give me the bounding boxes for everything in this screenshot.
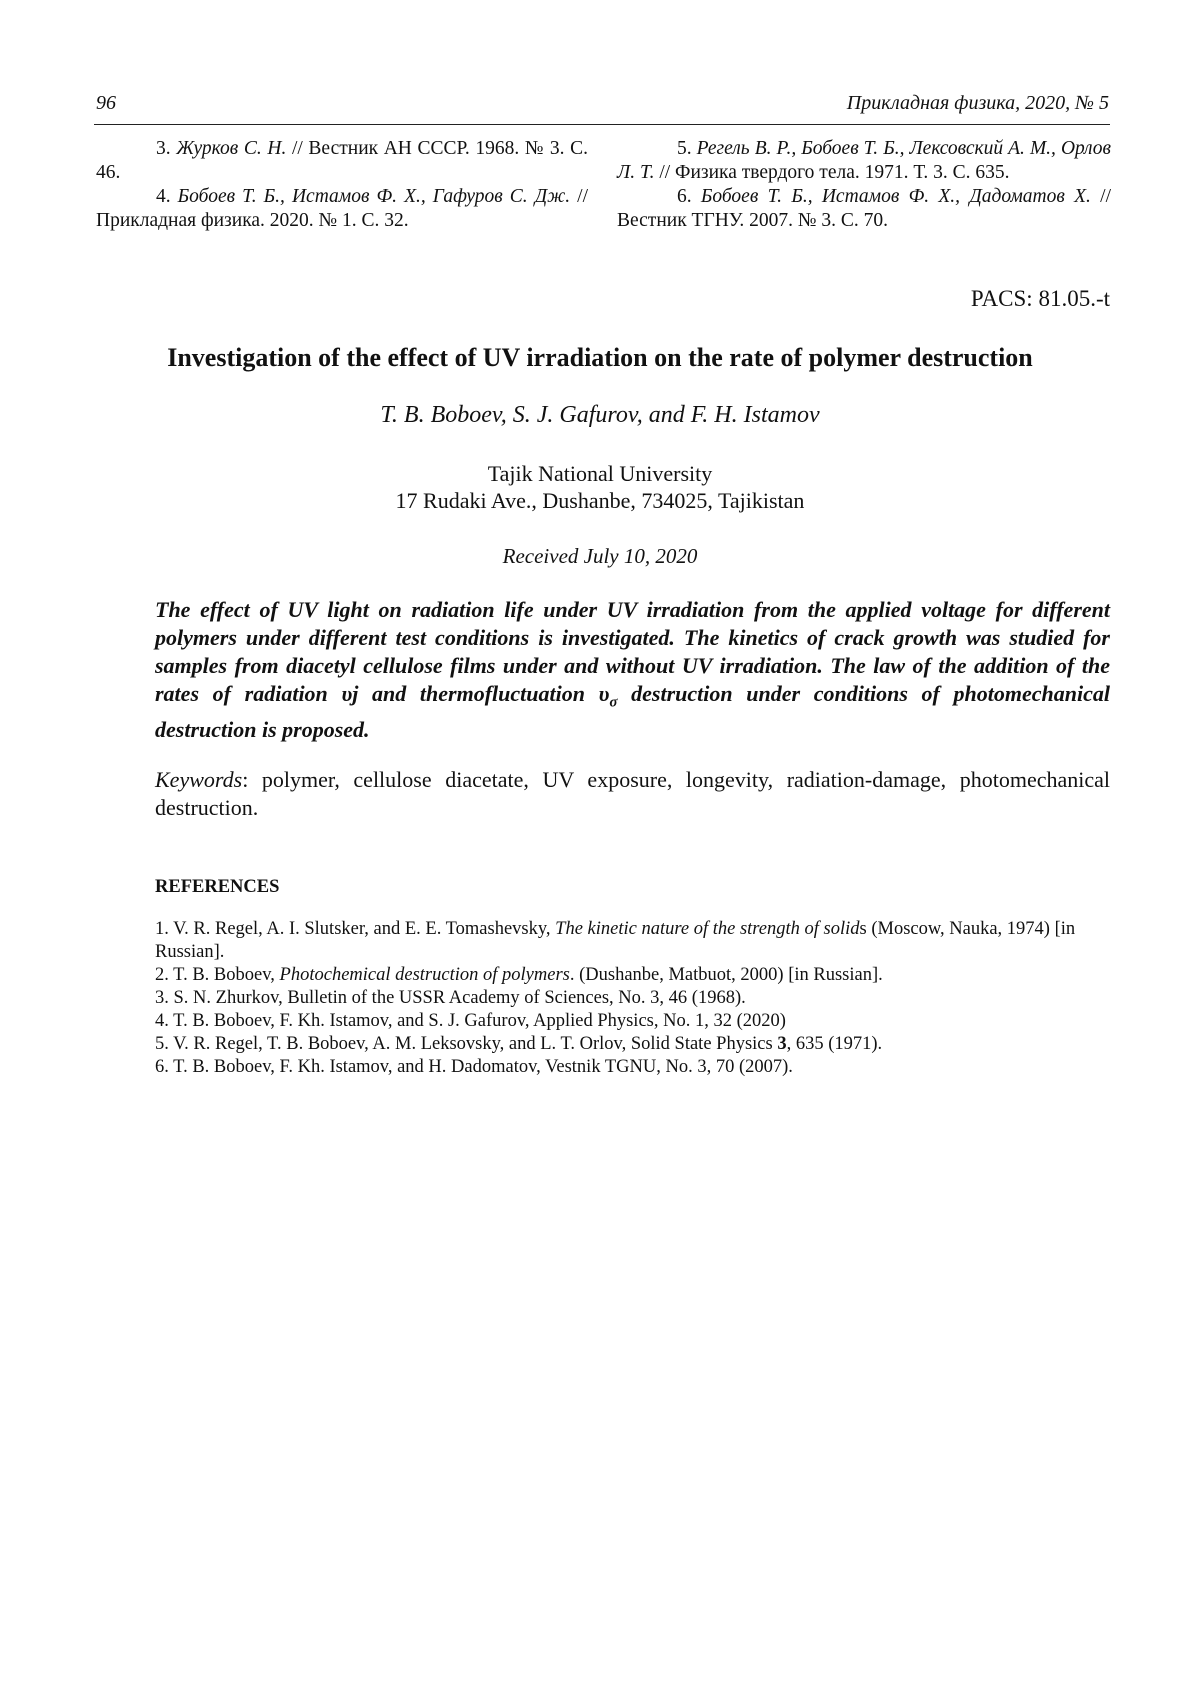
affiliation-address: 17 Rudaki Ave., Dushanbe, 734025, Tajikistan <box>0 487 1200 514</box>
ru-reference: 3. Журков С. Н. // Вестник АН СССР. 1968. № 3. С. 46. <box>96 137 588 185</box>
abstract: The effect of UV light on radiation life under UV irradiation from the applied voltage for different polymers under different test conditions is investigated. The kinetics of crack growth was studied for samples from diacetyl cellulose films under and without UV irradiation. The law of the addition of the rates of radiation υj and thermofluctuation υσ destruction under conditions of photomechanical destruction is proposed. <box>155 596 1110 744</box>
keywords-label: Keywords <box>155 767 242 792</box>
reference-list <box>155 918 1110 1079</box>
reference-item: 4. T. B. Boboev, F. Kh. Istamov, and S. J. Gafurov, Applied Physics, No. 1, 32 (2020) <box>155 1010 1110 1033</box>
pacs-code: PACS: 81.05.-t <box>971 286 1110 312</box>
references-heading: REFERENCES <box>155 877 279 898</box>
article-title: Investigation of the effect of UV irradiation on the rate of polymer destruction <box>0 343 1200 373</box>
journal-running-title: Прикладная физика, 2020, № 5 <box>847 92 1109 115</box>
russian-references-left-column <box>96 137 588 233</box>
keywords <box>155 766 1110 822</box>
ru-reference: 4. Бобоев Т. Б., Истамов Ф. Х., Гафуров С. Дж. // Прикладная физика. 2020. № 1. С. 32. <box>96 185 588 233</box>
header-rule <box>94 124 1110 125</box>
affiliation <box>0 460 1200 514</box>
reference-item: 2. T. B. Boboev, Photochemical destruction of polymers. (Dushanbe, Matbuot, 2000) [in Russian]. <box>155 964 1110 987</box>
reference-item: 1. V. R. Regel, A. I. Slutsker, and E. E. Tomashevsky, The kinetic nature of the strength of solids (Moscow, Nauka, 1974) [in Russian]. <box>155 918 1110 964</box>
author-list: T. B. Boboev, S. J. Gafurov, and F. H. Istamov <box>0 402 1200 429</box>
paper-page <box>0 0 1200 1698</box>
affiliation-institution: Tajik National University <box>0 460 1200 487</box>
received-date: Received July 10, 2020 <box>0 544 1200 569</box>
page-number: 96 <box>96 92 116 115</box>
reference-item: 5. V. R. Regel, T. B. Boboev, A. M. Leksovsky, and L. T. Orlov, Solid State Physics 3, 635 (1971). <box>155 1033 1110 1056</box>
russian-references-right-column <box>617 137 1111 233</box>
page-header <box>96 92 1109 120</box>
reference-item: 6. T. B. Boboev, F. Kh. Istamov, and H. Dadomatov, Vestnik TGNU, No. 3, 70 (2007). <box>155 1056 1110 1079</box>
reference-item: 3. S. N. Zhurkov, Bulletin of the USSR Academy of Sciences, No. 3, 46 (1968). <box>155 987 1110 1010</box>
keywords-text: : polymer, cellulose diacetate, UV exposure, longevity, radiation-damage, photomechanical destruction. <box>155 767 1110 820</box>
ru-reference: 5. Регель В. Р., Бобоев Т. Б., Лексовский А. М., Орлов Л. Т. // Физика твердого тела. 1971. Т. 3. С. 635. <box>617 137 1111 185</box>
ru-reference: 6. Бобоев Т. Б., Истамов Ф. Х., Дадоматов Х. // Вестник ТГНУ. 2007. № 3. С. 70. <box>617 185 1111 233</box>
